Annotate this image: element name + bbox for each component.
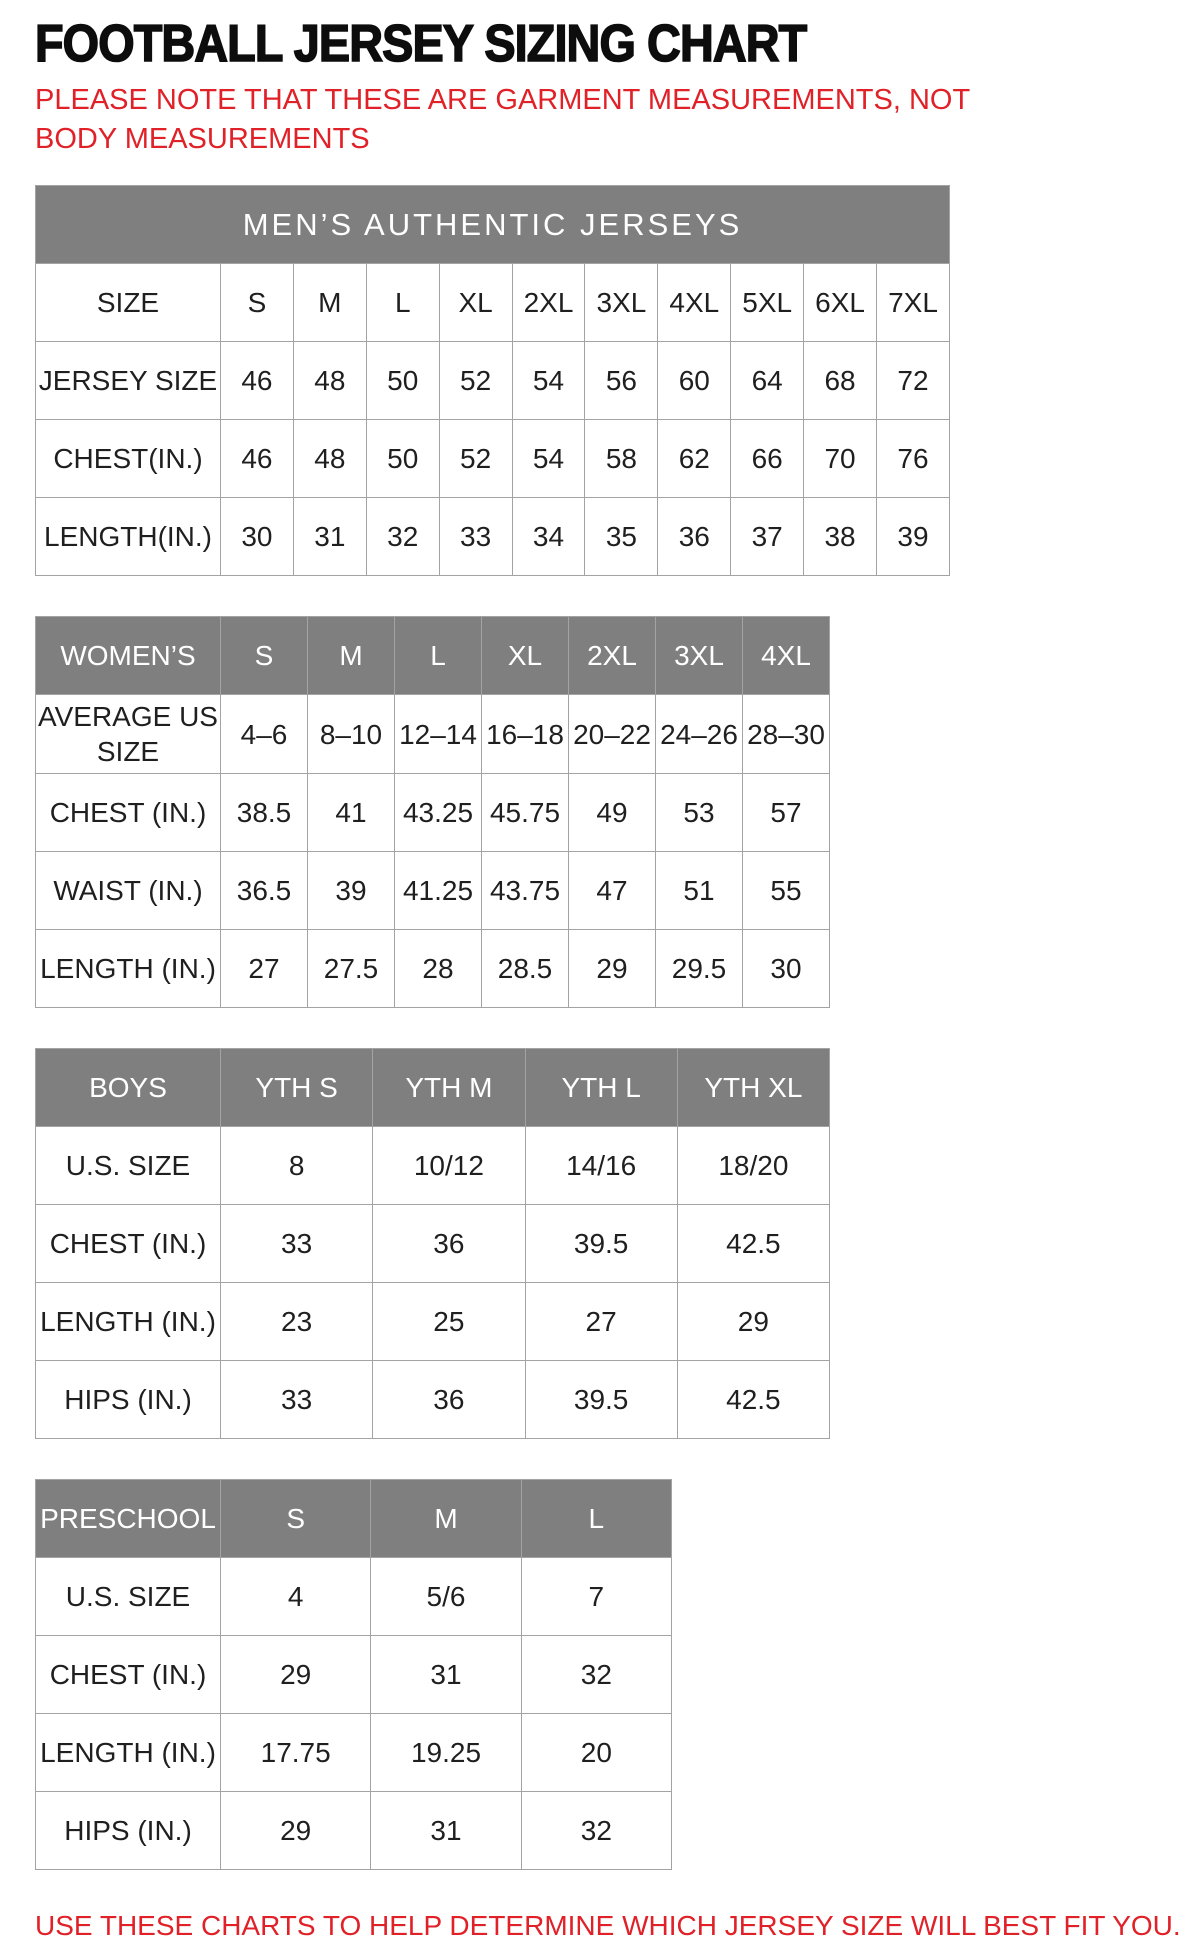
- data-cell: 32: [366, 498, 439, 576]
- data-cell: 34: [512, 498, 585, 576]
- row-label-cell: CHEST(IN.): [36, 420, 221, 498]
- data-cell: 14/16: [525, 1127, 677, 1205]
- header-size-cell: YTH S: [221, 1049, 373, 1127]
- mens-authentic-jerseys-banner: MEN’S AUTHENTIC JERSEYS: [36, 186, 950, 264]
- data-cell: L: [366, 264, 439, 342]
- data-cell: 30: [743, 930, 830, 1008]
- row-label-cell: AVERAGE US SIZE: [36, 695, 221, 774]
- data-cell: 76: [877, 420, 950, 498]
- data-cell: 33: [221, 1205, 373, 1283]
- data-cell: M: [293, 264, 366, 342]
- table-row: [36, 774, 830, 852]
- data-cell: 46: [221, 420, 294, 498]
- data-cell: 52: [439, 342, 512, 420]
- data-cell: 38: [804, 498, 877, 576]
- data-cell: 60: [658, 342, 731, 420]
- data-cell: 36.5: [221, 852, 308, 930]
- data-cell: 51: [656, 852, 743, 930]
- table-row: [36, 1361, 830, 1439]
- data-cell: 42.5: [677, 1361, 829, 1439]
- data-cell: 39.5: [525, 1205, 677, 1283]
- data-cell: 3XL: [585, 264, 658, 342]
- data-cell: 36: [373, 1205, 525, 1283]
- data-cell: 54: [512, 342, 585, 420]
- data-cell: S: [221, 264, 294, 342]
- data-cell: 64: [731, 342, 804, 420]
- table-row: [36, 1714, 672, 1792]
- data-cell: 7XL: [877, 264, 950, 342]
- table-row: [36, 930, 830, 1008]
- data-cell: 37: [731, 498, 804, 576]
- row-label-cell: WAIST (IN.): [36, 852, 221, 930]
- page-title: [35, 16, 1165, 73]
- table-row: [36, 420, 950, 498]
- table-row: [36, 1127, 830, 1205]
- table-row: [36, 852, 830, 930]
- data-cell: 38.5: [221, 774, 308, 852]
- data-cell: 12–14: [395, 695, 482, 774]
- data-cell: 6XL: [804, 264, 877, 342]
- table-row: [36, 1283, 830, 1361]
- table-row: [36, 264, 950, 342]
- row-label-cell: LENGTH (IN.): [36, 1714, 221, 1792]
- row-label-cell: CHEST (IN.): [36, 1636, 221, 1714]
- data-cell: 47: [569, 852, 656, 930]
- banner-row: [36, 186, 950, 264]
- data-cell: 27: [221, 930, 308, 1008]
- data-cell: 7: [521, 1558, 671, 1636]
- data-cell: 29.5: [656, 930, 743, 1008]
- data-cell: 45.75: [482, 774, 569, 852]
- header-size-cell: 3XL: [656, 617, 743, 695]
- data-cell: 58: [585, 420, 658, 498]
- row-label-cell: SIZE: [36, 264, 221, 342]
- data-cell: 39.5: [525, 1361, 677, 1439]
- data-cell: 39: [877, 498, 950, 576]
- data-cell: 33: [221, 1361, 373, 1439]
- data-cell: 41.25: [395, 852, 482, 930]
- preschool-table: [35, 1479, 672, 1870]
- garment-measurement-note: PLEASE NOTE THAT THESE ARE GARMENT MEASUREMENTS, NOT BODY MEASUREMENTS: [35, 84, 970, 156]
- data-cell: 55: [743, 852, 830, 930]
- data-cell: 46: [221, 342, 294, 420]
- header-label-cell: PRESCHOOL: [36, 1480, 221, 1558]
- row-label-cell: LENGTH (IN.): [36, 930, 221, 1008]
- data-cell: 20: [521, 1714, 671, 1792]
- header-size-cell: S: [221, 617, 308, 695]
- table-row: [36, 695, 830, 774]
- header-size-cell: YTH M: [373, 1049, 525, 1127]
- data-cell: 5/6: [371, 1558, 521, 1636]
- data-cell: 25: [373, 1283, 525, 1361]
- header-row: [36, 1049, 830, 1127]
- data-cell: 28.5: [482, 930, 569, 1008]
- table-row: [36, 342, 950, 420]
- data-cell: 72: [877, 342, 950, 420]
- row-label-cell: CHEST (IN.): [36, 774, 221, 852]
- header-size-cell: L: [395, 617, 482, 695]
- data-cell: 43.75: [482, 852, 569, 930]
- table-row: [36, 1205, 830, 1283]
- data-cell: 62: [658, 420, 731, 498]
- table-row: [36, 498, 950, 576]
- header-size-cell: 4XL: [743, 617, 830, 695]
- row-label-cell: HIPS (IN.): [36, 1792, 221, 1870]
- data-cell: 56: [585, 342, 658, 420]
- data-cell: 68: [804, 342, 877, 420]
- data-cell: 16–18: [482, 695, 569, 774]
- row-label-cell: JERSEY SIZE: [36, 342, 221, 420]
- data-cell: 23: [221, 1283, 373, 1361]
- data-cell: 27: [525, 1283, 677, 1361]
- data-cell: 27.5: [308, 930, 395, 1008]
- mens-authentic-jerseys-table: [35, 185, 950, 576]
- data-cell: 70: [804, 420, 877, 498]
- data-cell: 18/20: [677, 1127, 829, 1205]
- data-cell: 17.75: [221, 1714, 371, 1792]
- data-cell: 39: [308, 852, 395, 930]
- preschool-sizing-table: [35, 1479, 1165, 1870]
- data-cell: 4–6: [221, 695, 308, 774]
- header-label-cell: WOMEN’S: [36, 617, 221, 695]
- data-cell: XL: [439, 264, 512, 342]
- row-label-cell: U.S. SIZE: [36, 1127, 221, 1205]
- data-cell: 36: [373, 1361, 525, 1439]
- header-size-cell: YTH XL: [677, 1049, 829, 1127]
- data-cell: 24–26: [656, 695, 743, 774]
- footer-note: USE THESE CHARTS TO HELP DETERMINE WHICH JERSEY SIZE WILL BEST FIT YOU.: [35, 1910, 1181, 1942]
- row-label-cell: U.S. SIZE: [36, 1558, 221, 1636]
- header-label-cell: BOYS: [36, 1049, 221, 1127]
- row-label-cell: LENGTH(IN.): [36, 498, 221, 576]
- data-cell: 8: [221, 1127, 373, 1205]
- data-cell: 20–22: [569, 695, 656, 774]
- data-cell: 8–10: [308, 695, 395, 774]
- data-cell: 33: [439, 498, 512, 576]
- data-cell: 36: [658, 498, 731, 576]
- header-size-cell: M: [308, 617, 395, 695]
- table-row: [36, 1792, 672, 1870]
- boys-table: [35, 1048, 830, 1439]
- row-label-cell: CHEST (IN.): [36, 1205, 221, 1283]
- header-size-cell: 2XL: [569, 617, 656, 695]
- data-cell: 31: [293, 498, 366, 576]
- data-cell: 29: [221, 1792, 371, 1870]
- boys-sizing-table: [35, 1048, 1165, 1439]
- row-label-cell: LENGTH (IN.): [36, 1283, 221, 1361]
- data-cell: 42.5: [677, 1205, 829, 1283]
- data-cell: 50: [366, 420, 439, 498]
- data-cell: 54: [512, 420, 585, 498]
- data-cell: 57: [743, 774, 830, 852]
- data-cell: 66: [731, 420, 804, 498]
- header-size-cell: YTH L: [525, 1049, 677, 1127]
- mens-sizing-table: [35, 185, 1165, 576]
- data-cell: 4: [221, 1558, 371, 1636]
- womens-sizing-table: [35, 616, 1165, 1008]
- data-cell: 43.25: [395, 774, 482, 852]
- data-cell: 2XL: [512, 264, 585, 342]
- header-row: [36, 1480, 672, 1558]
- womens-table: [35, 616, 830, 1008]
- table-row: [36, 1636, 672, 1714]
- data-cell: 10/12: [373, 1127, 525, 1205]
- data-cell: 28–30: [743, 695, 830, 774]
- data-cell: 53: [656, 774, 743, 852]
- data-cell: 50: [366, 342, 439, 420]
- data-cell: 32: [521, 1792, 671, 1870]
- header-size-cell: XL: [482, 617, 569, 695]
- data-cell: 30: [221, 498, 294, 576]
- header-size-cell: M: [371, 1480, 521, 1558]
- data-cell: 29: [569, 930, 656, 1008]
- row-label-cell: HIPS (IN.): [36, 1361, 221, 1439]
- data-cell: 32: [521, 1636, 671, 1714]
- data-cell: 48: [293, 420, 366, 498]
- data-cell: 19.25: [371, 1714, 521, 1792]
- header-size-cell: L: [521, 1480, 671, 1558]
- data-cell: 31: [371, 1636, 521, 1714]
- data-cell: 31: [371, 1792, 521, 1870]
- data-cell: 49: [569, 774, 656, 852]
- data-cell: 52: [439, 420, 512, 498]
- data-cell: 29: [677, 1283, 829, 1361]
- header-row: [36, 617, 830, 695]
- table-row: [36, 1558, 672, 1636]
- data-cell: 41: [308, 774, 395, 852]
- data-cell: 4XL: [658, 264, 731, 342]
- data-cell: 29: [221, 1636, 371, 1714]
- data-cell: 48: [293, 342, 366, 420]
- page-title-text: FOOTBALL JERSEY SIZING CHART: [35, 15, 807, 73]
- data-cell: 35: [585, 498, 658, 576]
- data-cell: 5XL: [731, 264, 804, 342]
- data-cell: 28: [395, 930, 482, 1008]
- header-size-cell: S: [221, 1480, 371, 1558]
